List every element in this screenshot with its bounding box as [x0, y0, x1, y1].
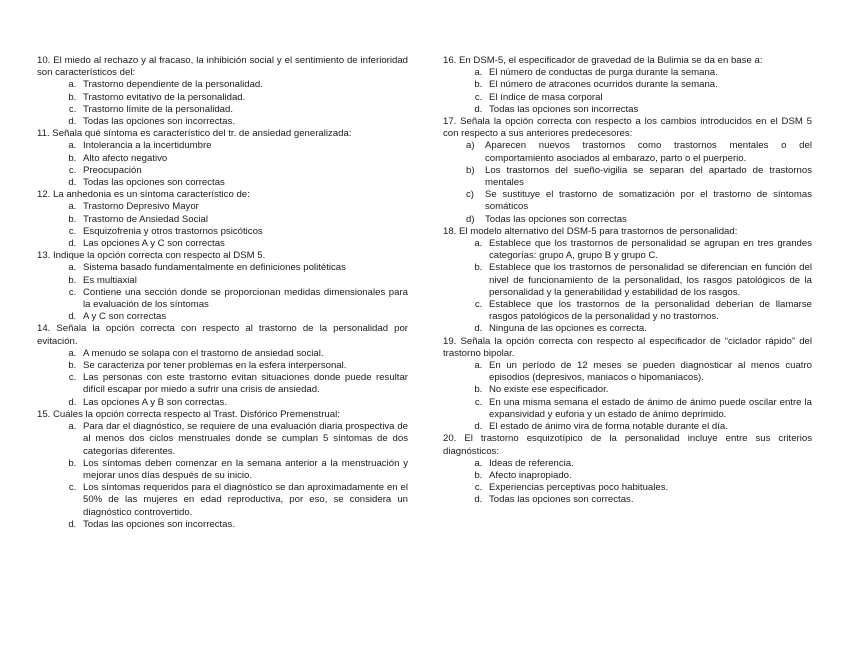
option-c: c. Contiene una sección donde se proporcionan medidas dimensionales para la evaluación de los síntomas [79, 287, 408, 311]
option-c: c. En una misma semana el estado de ánimo de ánimo puede oscilar entre la expansividad y euforia y un estado de ánimo deprimido. [485, 397, 812, 421]
question-12-options [37, 201, 408, 250]
question-10-options [37, 79, 408, 128]
option-a: a. Trastorno Depresivo Mayor [79, 201, 408, 213]
option-b: b. Se caracteriza por tener problemas en la esfera interpersonal. [79, 360, 408, 372]
option-c: c. Esquizofrenia y otros trastornos psicóticos [79, 226, 408, 238]
option-d: d. Las opciones A y B son correctas. [79, 397, 408, 409]
option-d: d. Ninguna de las opciones es correcta. [485, 323, 812, 335]
option-a: a) Aparecen nuevos trastornos como trastornos mentales o del comportamiento asociados al embarazo, parto o el puerperio. [485, 140, 812, 164]
option-b: b. No existe ese especificador. [485, 384, 812, 396]
option-a: a. El número de conductas de purga durante la semana. [485, 67, 812, 79]
question-15-options [37, 421, 408, 531]
question-20: 20. El trastorno esquizotípico de la personalidad incluye entre sus criterios diagnósticos: [443, 433, 812, 457]
option-b: b. El número de atracones ocurridos durante la semana. [485, 79, 812, 91]
option-d: d) Todas las opciones son correctas [485, 214, 812, 226]
option-c: c. Los síntomas requeridos para el diagnóstico se dan aproximadamente en el 50% de las mujeres en edad reproductiva, por eso, se considera un diagnóstico controvertido. [79, 482, 408, 519]
option-a: a. En un período de 12 meses se pueden diagnosticar al menos cuatro episodios (depresivos, maniacos o hipomaniacos). [485, 360, 812, 384]
question-11-options [37, 140, 408, 189]
question-12: 12. La anhedonia es un síntoma característico de: [37, 189, 250, 201]
right-column [443, 55, 812, 507]
left-column [37, 55, 408, 531]
option-c: c) Se sustituye el trastorno de somatización por el trastorno de síntomas somáticos [485, 189, 812, 213]
option-d: d. Todas las opciones son incorrectas. [79, 519, 408, 531]
option-b: b) Los trastornos del sueño-vigilia se separan del apartado de trastornos mentales [485, 165, 812, 189]
question-19: 19. Señala la opción correcta con respecto al especificador de “ciclador rápido” del trastorno bipolar. [443, 335, 812, 359]
option-a: a. Sistema basado fundamentalmente en definiciones politéticas [79, 262, 408, 274]
option-c: c. Trastorno límite de la personalidad. [79, 104, 408, 116]
option-d: d. Las opciones A y C son correctas [79, 238, 408, 250]
option-d: d. Todas las opciones son correctas. [485, 494, 812, 506]
option-a: a. Ideas de referencia. [485, 458, 812, 470]
option-a: a. Trastorno dependiente de la personalidad. [79, 79, 408, 91]
question-13-options [37, 262, 408, 323]
option-d: d. El estado de ánimo vira de forma notable durante el día. [485, 421, 812, 433]
question-16-options [443, 67, 812, 116]
option-a: a. Establece que los trastornos de personalidad se agrupan en tres grandes categorías: grupo A, grupo B y grupo C. [485, 238, 812, 262]
option-a: a. Intolerancia a la incertidumbre [79, 140, 408, 152]
question-13: 13. Indique la opción correcta con respecto al DSM 5. [37, 250, 266, 262]
option-b: b. Trastorno evitativo de la personalidad. [79, 92, 408, 104]
question-18: 18. El modelo alternativo del DSM-5 para trastornos de personalidad: [443, 225, 738, 237]
question-15: 15. Cuáles la opción correcta respecto al Trast. Disfórico Premenstrual: [37, 408, 340, 420]
option-c: c. Preocupación [79, 165, 408, 177]
option-b: b. Establece que los trastornos de personalidad se diferencian en función del nivel de funcionamiento de la personalidad, los rasgos patológicos de la personalidad y la generabilidad y estabilidad de los rasgos. [485, 262, 812, 299]
option-b: b. Alto afecto negativo [79, 153, 408, 165]
option-a: a. A menudo se solapa con el trastorno de ansiedad social. [79, 348, 408, 360]
question-10: 10. El miedo al rechazo y al fracaso, la inhibición social y el sentimiento de inferioridad son característicos del: [37, 55, 408, 79]
question-16: 16. En DSM-5, el especificador de gravedad de la Bulimia se da en base a: [443, 55, 763, 66]
option-d: d. A y C son correctas [79, 311, 408, 323]
question-18-options [443, 238, 812, 336]
option-c: c. Establece que los trastornos de la personalidad deberían de llamarse rasgos patológicos de la personalidad y no trastornos. [485, 299, 812, 323]
question-14: 14. Señala la opción correcta con respecto al trastorno de la personalidad por evitación. [37, 323, 408, 347]
option-b: b. Afecto inapropiado. [485, 470, 812, 482]
question-17: 17. Señala la opción correcta con respecto a los cambios introducidos en el DSM 5 con respecto a sus anteriores predecesores: [443, 116, 812, 140]
option-c: c. Las personas con este trastorno evitan situaciones donde puede resultar difícil escapar por miedo a sufrir una crisis de ansiedad. [79, 372, 408, 396]
question-19-options [443, 360, 812, 433]
option-d: d. Todas las opciones son correctas [79, 177, 408, 189]
question-11: 11. Señala qué síntoma es característico del tr. de ansiedad generalizada: [37, 128, 352, 140]
option-b: b. Es multiaxial [79, 275, 408, 287]
option-b: b. Trastorno de Ansiedad Social [79, 214, 408, 226]
option-c: c. Experiencias perceptivas poco habituales. [485, 482, 812, 494]
option-c: c. El índice de masa corporal [485, 92, 812, 104]
question-17-options [443, 140, 812, 225]
option-d: d. Todas las opciones son incorrectas [485, 104, 812, 116]
option-b: b. Los síntomas deben comenzar en la semana anterior a la menstruación y mejorar unos días después de su inicio. [79, 458, 408, 482]
question-14-options [37, 348, 408, 409]
option-a: a. Para dar el diagnóstico, se requiere de una evaluación diaria prospectiva de al menos dos ciclos menstruales donde se cumplan 5 síntomas de dos categorías diferentes. [79, 421, 408, 458]
question-20-options [443, 458, 812, 507]
option-d: d. Todas las opciones son incorrectas. [79, 116, 408, 128]
